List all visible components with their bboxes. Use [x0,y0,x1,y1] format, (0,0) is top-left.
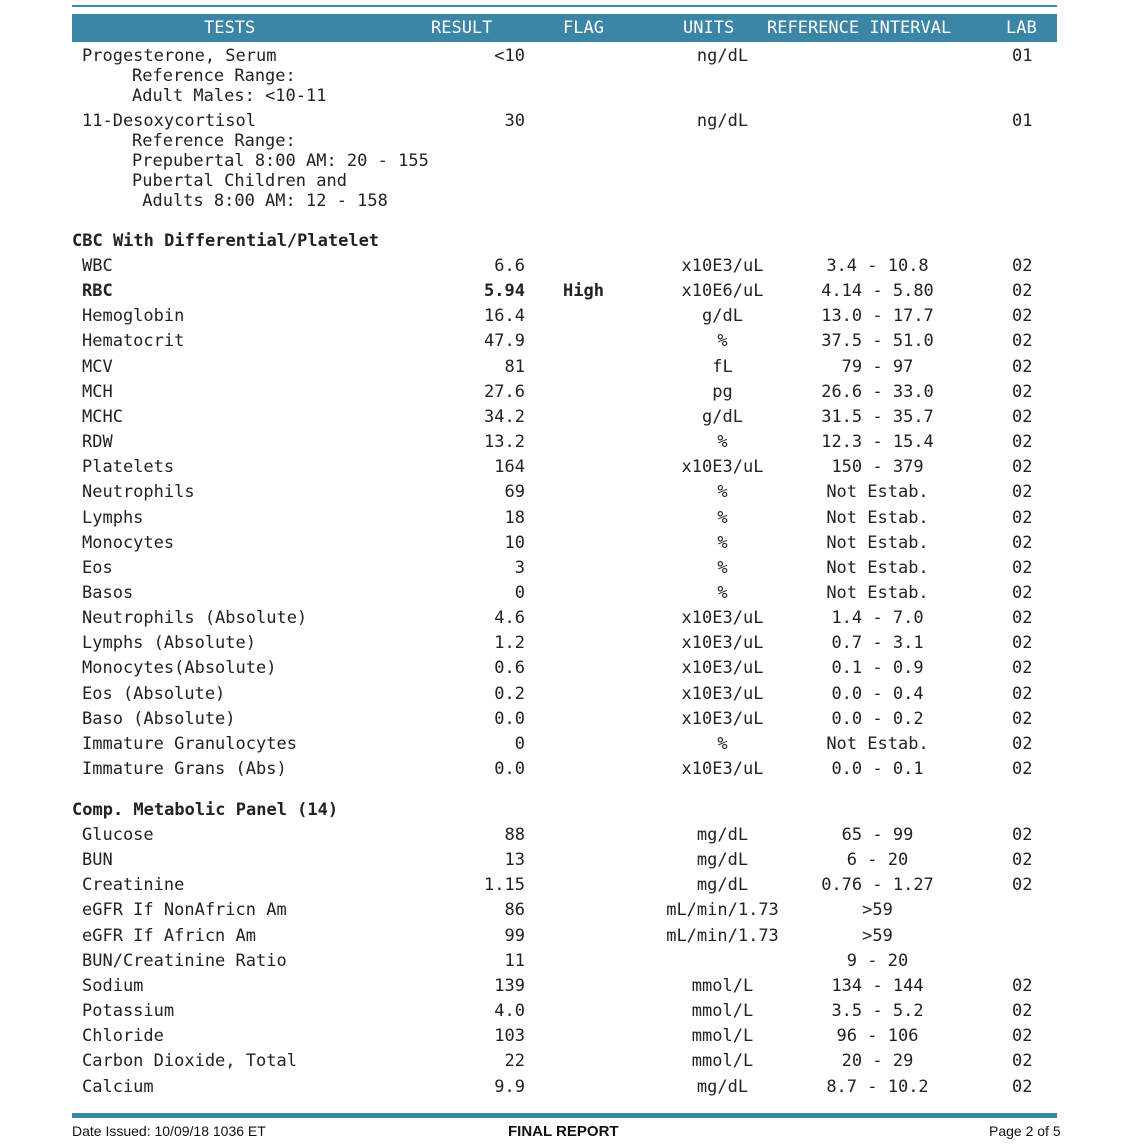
test-lab: 02 [1012,733,1033,754]
test-lab: 02 [1012,1051,1033,1072]
table-row [0,407,1125,432]
cbc-section-title: CBC With Differential/Platelet [72,231,380,251]
test-lab: 02 [1012,825,1033,845]
test-units: % [717,507,728,528]
test-result: 34.2 [484,406,525,427]
test-flag: High [563,281,604,302]
test-result: 13 [504,850,525,871]
test-result: 1.2 [494,633,525,654]
test-name: Eos [82,557,113,578]
table-row [0,1001,1125,1026]
test-reference-interval: 8.7 - 10.2 [826,1076,929,1097]
test-units: % [717,582,728,603]
test-units: mmol/L [691,975,754,996]
top-rule [72,5,1057,7]
test-result: 47.9 [484,331,525,352]
test-result: 18 [504,507,525,528]
test-units: % [717,557,728,578]
test-result: 88 [504,825,525,845]
test-lab: 02 [1012,256,1033,276]
test-name: RBC [82,281,113,302]
test-name: MCHC [82,406,123,427]
table-row [0,331,1125,356]
table-row [0,759,1125,784]
test-lab: 02 [1012,306,1033,327]
test-result: 69 [504,482,525,503]
test-units: % [717,331,728,352]
test-units: x10E3/uL [681,683,764,704]
test-lab: 02 [1012,875,1033,896]
test-reference-interval: 96 - 106 [836,1026,919,1047]
test-units: pg [712,381,733,402]
cmp-section-title: Comp. Metabolic Panel (14) [72,800,339,820]
table-row [0,926,1125,951]
test-lab: 02 [1012,532,1033,553]
test-lab: 02 [1012,356,1033,377]
test-lab: 02 [1012,331,1033,352]
test-name: Neutrophils (Absolute) [82,608,308,629]
test-units: g/dL [702,306,743,327]
test-units: mmol/L [691,1051,754,1072]
test-name: BUN [82,850,113,871]
test-name: Hemoglobin [82,306,185,327]
test-units: mmol/L [691,1001,754,1022]
test-lab: 02 [1012,850,1033,871]
test-reference-interval: 3.5 - 5.2 [831,1001,924,1022]
test-reference-interval: 20 - 29 [841,1051,914,1072]
test-name: Monocytes [82,532,175,553]
test-name: Lymphs [82,507,144,528]
test-units: mg/dL [696,875,749,896]
test-reference-interval: 150 - 379 [831,457,924,478]
test-result: 0.2 [494,683,525,704]
test-units: x10E3/uL [681,633,764,654]
page-number: Page 2 of 5 [989,1123,1061,1139]
test-reference-interval: 13.0 - 17.7 [821,306,934,327]
header-lab: LAB [1006,18,1037,38]
test-name: Eos (Absolute) [82,683,226,704]
test-name: MCV [82,356,113,377]
test-reference-interval: Not Estab. [826,532,929,553]
test-name: WBC [82,256,113,276]
test-units: % [717,532,728,553]
test-units: g/dL [702,406,743,427]
test-result: 22 [504,1051,525,1072]
test-lab: 02 [1012,1001,1033,1022]
test-reference-interval: >59 [862,925,893,946]
header-tests: TESTS [204,18,256,38]
test-units: mg/dL [696,850,749,871]
test-lab: 02 [1012,406,1033,427]
test-lab: 02 [1012,281,1033,302]
table-row [0,1077,1125,1102]
test-lab: 01 [1012,111,1033,131]
test-reference-interval: Not Estab. [826,557,929,578]
table-row [0,684,1125,709]
test-name: Baso (Absolute) [82,708,236,729]
test-units: x10E3/uL [681,608,764,629]
test-name: MCH [82,381,113,402]
test-reference-interval: 0.0 - 0.1 [831,759,924,779]
test-lab: 02 [1012,457,1033,478]
test-units: % [717,482,728,503]
test-result: 0 [514,582,525,603]
test-lab: 02 [1012,975,1033,996]
test-name: Calcium [82,1076,154,1097]
test-result: 16.4 [484,306,525,327]
test-lab: 02 [1012,608,1033,629]
test-lab: 02 [1012,432,1033,453]
report-status: FINAL REPORT [508,1123,619,1140]
test-units: x10E3/uL [681,658,764,679]
table-row [0,976,1125,1001]
test-units: mg/dL [696,1076,749,1097]
test-units: x10E6/uL [681,281,764,302]
table-row [0,457,1125,482]
table-row [0,508,1125,533]
test-reference-interval: 6 - 20 [846,850,909,871]
test-reference-interval: 37.5 - 51.0 [821,331,934,352]
test-reference-interval: 0.0 - 0.2 [831,708,924,729]
test-name: Basos [82,582,134,603]
test-units: mg/dL [696,825,749,845]
test-reference-interval: 12.3 - 15.4 [821,432,934,453]
table-row [0,432,1125,457]
table-row [0,734,1125,759]
header-reference-interval: REFERENCE INTERVAL [767,18,952,38]
test-units: % [717,432,728,453]
test-reference-interval: Not Estab. [826,733,929,754]
test-name: Immature Grans (Abs) [82,759,287,779]
test-name: Potassium [82,1001,175,1022]
test-reference-interval: 0.1 - 0.9 [831,658,924,679]
test-reference-interval: 79 - 97 [841,356,914,377]
header-units: UNITS [683,18,735,38]
table-row [0,900,1125,925]
test-result: 0.0 [494,759,525,779]
table-row [0,825,1125,850]
table-row [0,608,1125,633]
test-result: 99 [504,925,525,946]
test-result: 9.9 [494,1076,525,1097]
test-lab: 02 [1012,633,1033,654]
test-result: 11 [504,950,525,971]
date-issued: Date Issued: 10/09/18 1036 ET [72,1123,266,1139]
test-name: eGFR If NonAfricn Am [82,900,287,921]
table-row [0,583,1125,608]
test-units: x10E3/uL [681,759,764,779]
test-units: fL [712,356,733,377]
test-result: 164 [494,457,525,478]
test-units: mL/min/1.73 [666,925,779,946]
test-reference-interval: 0.0 - 0.4 [831,683,924,704]
test-result: 4.0 [494,1001,525,1022]
table-row [0,558,1125,583]
test-reference-interval: 26.6 - 33.0 [821,381,934,402]
test-units: x10E3/uL [681,256,764,276]
test-name: Chloride [82,1026,164,1047]
test-lab: 02 [1012,1026,1033,1047]
test-name: Progesterone, Serum [82,46,277,66]
test-name: Creatinine [82,875,185,896]
test-name: Platelets [82,457,175,478]
test-lab: 02 [1012,582,1033,603]
test-units: x10E3/uL [681,457,764,478]
header-flag: FLAG [563,18,604,38]
test-lab: 02 [1012,1076,1033,1097]
reference-note: Pubertal Children and [132,171,347,191]
test-lab: 02 [1012,683,1033,704]
test-result: 0 [514,733,525,754]
test-name: Carbon Dioxide, Total [82,1051,297,1072]
test-name: Lymphs (Absolute) [82,633,256,654]
test-name: Glucose [82,825,154,845]
test-name: Immature Granulocytes [82,733,297,754]
test-result: 30 [504,111,525,131]
test-reference-interval: 3.4 - 10.8 [826,256,929,276]
header-result: RESULT [431,18,493,38]
test-units: x10E3/uL [681,708,764,729]
table-row [0,1026,1125,1051]
test-name: Hematocrit [82,331,185,352]
test-lab: 02 [1012,482,1033,503]
table-row [0,382,1125,407]
test-result: 27.6 [484,381,525,402]
test-result: 81 [504,356,525,377]
table-row [0,281,1125,306]
test-reference-interval: Not Estab. [826,582,929,603]
test-units: ng/dL [696,46,749,66]
test-reference-interval: 65 - 99 [841,825,914,845]
test-reference-interval: 0.76 - 1.27 [821,875,934,896]
table-row [0,875,1125,900]
test-lab: 02 [1012,708,1033,729]
test-name: Neutrophils [82,482,195,503]
test-result: <10 [494,46,525,66]
test-result: 5.94 [484,281,525,302]
reference-note: Prepubertal 8:00 AM: 20 - 155 [132,151,429,171]
table-row [0,256,1125,281]
table-row [0,633,1125,658]
test-units: % [717,733,728,754]
test-reference-interval: 9 - 20 [846,950,909,971]
table-row [0,709,1125,734]
test-name: Monocytes(Absolute) [82,658,277,679]
reference-note: Reference Range: [132,131,296,151]
test-name: RDW [82,432,113,453]
test-reference-interval: 134 - 144 [831,975,924,996]
reference-note: Adults 8:00 AM: 12 - 158 [132,191,388,211]
test-units: mmol/L [691,1026,754,1047]
test-units: ng/dL [696,111,749,131]
test-name: BUN/Creatinine Ratio [82,950,287,971]
test-reference-interval: 31.5 - 35.7 [821,406,934,427]
test-name: eGFR If Africn Am [82,925,256,946]
table-row [0,658,1125,683]
reference-note: Adult Males: <10-11 [132,86,327,106]
table-row [0,306,1125,331]
test-result: 103 [494,1026,525,1047]
table-row [0,533,1125,558]
test-result: 86 [504,900,525,921]
test-lab: 02 [1012,507,1033,528]
table-row [0,850,1125,875]
test-result: 13.2 [484,432,525,453]
test-units: mL/min/1.73 [666,900,779,921]
table-row [0,357,1125,382]
test-result: 10 [504,532,525,553]
test-reference-interval: 4.14 - 5.80 [821,281,934,302]
reference-note: Reference Range: [132,66,296,86]
test-name: 11-Desoxycortisol [82,111,256,131]
footer-rule [72,1113,1057,1118]
test-reference-interval: Not Estab. [826,482,929,503]
test-lab: 02 [1012,557,1033,578]
table-row [0,482,1125,507]
test-result: 139 [494,975,525,996]
table-row [0,951,1125,976]
test-result: 1.15 [484,875,525,896]
test-reference-interval: >59 [862,900,893,921]
test-lab: 02 [1012,658,1033,679]
test-lab: 02 [1012,381,1033,402]
test-result: 3 [514,557,525,578]
column-header-bar [72,14,1057,42]
test-result: 0.0 [494,708,525,729]
test-reference-interval: 1.4 - 7.0 [831,608,924,629]
table-row [0,1051,1125,1076]
test-result: 0.6 [494,658,525,679]
test-reference-interval: Not Estab. [826,507,929,528]
test-lab: 02 [1012,759,1033,779]
test-result: 6.6 [494,256,525,276]
test-lab: 01 [1012,46,1033,66]
test-name: Sodium [82,975,144,996]
test-reference-interval: 0.7 - 3.1 [831,633,924,654]
test-result: 4.6 [494,608,525,629]
